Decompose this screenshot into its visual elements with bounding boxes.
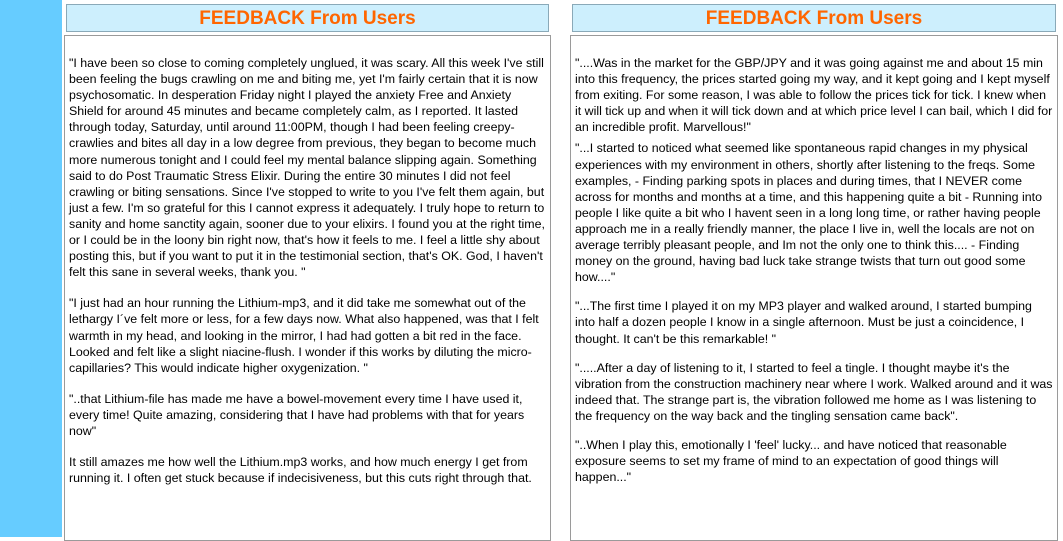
feedback-quote: "...The first time I played it on my MP3 player and walked around, I started bumping into half a dozen people I know in a single afternoon. Must be just a coincidence, I thought. It can't be this remarkable! " <box>575 299 1032 346</box>
left-decorative-stripe <box>0 0 62 537</box>
panel-title: FEEDBACK From Users <box>66 4 549 32</box>
panel-title: FEEDBACK From Users <box>572 4 1056 32</box>
feedback-quote: "....Was in the market for the GBP/JPY and it was going against me and about 15 min into this frequency, the prices started going my way, and it kept going and I kept myself from exiting. For some reason, I was able to follow the prices tick for tick. I knew when it will tick up and when it will tick down and at which price level I can bail, which I did for an incredible profit. Marvellous!" <box>575 56 1053 135</box>
feedback-quote: "..that Lithium-file has made me have a bowel-movement every time I have used it, every time! Quite amazing, considering that I have had problems with that for years now" <box>69 391 525 438</box>
feedback-list <box>64 35 551 541</box>
feedback-quote: "I have been so close to coming completely unglued, it was scary. All this week I've still been feeling the bugs crawling on me and biting me, yet I'm fairly certain that it is now psychosomatic. In desperation Friday night I played the anxiety Free and Anxiety Shield for around 45 minutes and became completely calm, as I reported. It lasted through today, Saturday, until around 11:00PM, though I had been feeling creepy-crawlies and bites all day in a low degree from previous, they began to become much more numerous tonight and I could feel my mental balance slipping again. Something said to do Post Traumatic Stress Elixir. During the entire 30 minutes I did not feel crawling or biting sensations. Since I've stopped to write to you I've felt them again, but just a few. I'm so grateful for this I cannot express it adequately. I truly hope to return to sanity and home sanctity again, sooner due to your elixirs. I found you at the right time, or I could be in the loony bin right now, that's how it feels to me. I feel a little shy about posting this, but if you want to put it in the testimonial section, that's OK. God, I haven't felt this sane in several weeks, thank you. " <box>69 56 545 280</box>
feedback-panel-right <box>570 0 1058 537</box>
feedback-quote: "..When I play this, emotionally I 'feel' lucky... and have noticed that reasonable exposure seems to set my frame of mind to an expectation of good things will happen..." <box>575 437 1007 485</box>
feedback-quote: "...I started to noticed what seemed like spontaneous rapid changes in my physical experiences with my environment in others, shortly after listening to the freqs. Some examples, - Finding parking spots in places and during times, that I NEVER come across for months and months at a time, and this happening quite a bit - Running into people I like quite a bit who I havent seen in a long long time, or rather having people approach me in a really friendly manner, the place I live in, well the locals are not on average terribly pleasant people, and Im not the only one to think this.... - Finding money on the ground, having bad luck take strange twists that turn out good some how...." <box>575 141 1042 285</box>
feedback-quote: ".....After a day of listening to it, I started to feel a tingle. I thought maybe it's the vibration from the construction machinery near where I work. Walked around and it was indeed that. The strange part is, the vibration followed me home as I was listening to the frequency on the way back and the tingling sensation came back". <box>575 360 1053 423</box>
feedback-list <box>570 35 1058 541</box>
feedback-panel-left <box>64 0 551 537</box>
feedback-quote: It still amazes me how well the Lithium.mp3 works, and how much energy I get from running it. I often get stuck because if indecisiveness, but this cuts right through that. <box>69 455 532 486</box>
feedback-quote: "I just had an hour running the Lithium-mp3, and it did take me somewhat out of the lethargy I´ve felt more or less, for a few days now. What also happened, was that I felt warmth in my head, and looking in the mirror, I had had gotten a bit red in the face. Looked and felt like a slight niacine-flush. I wonder if this works by diluting the micro-capillaries? This would indicate higher oxygenization. " <box>69 296 539 375</box>
